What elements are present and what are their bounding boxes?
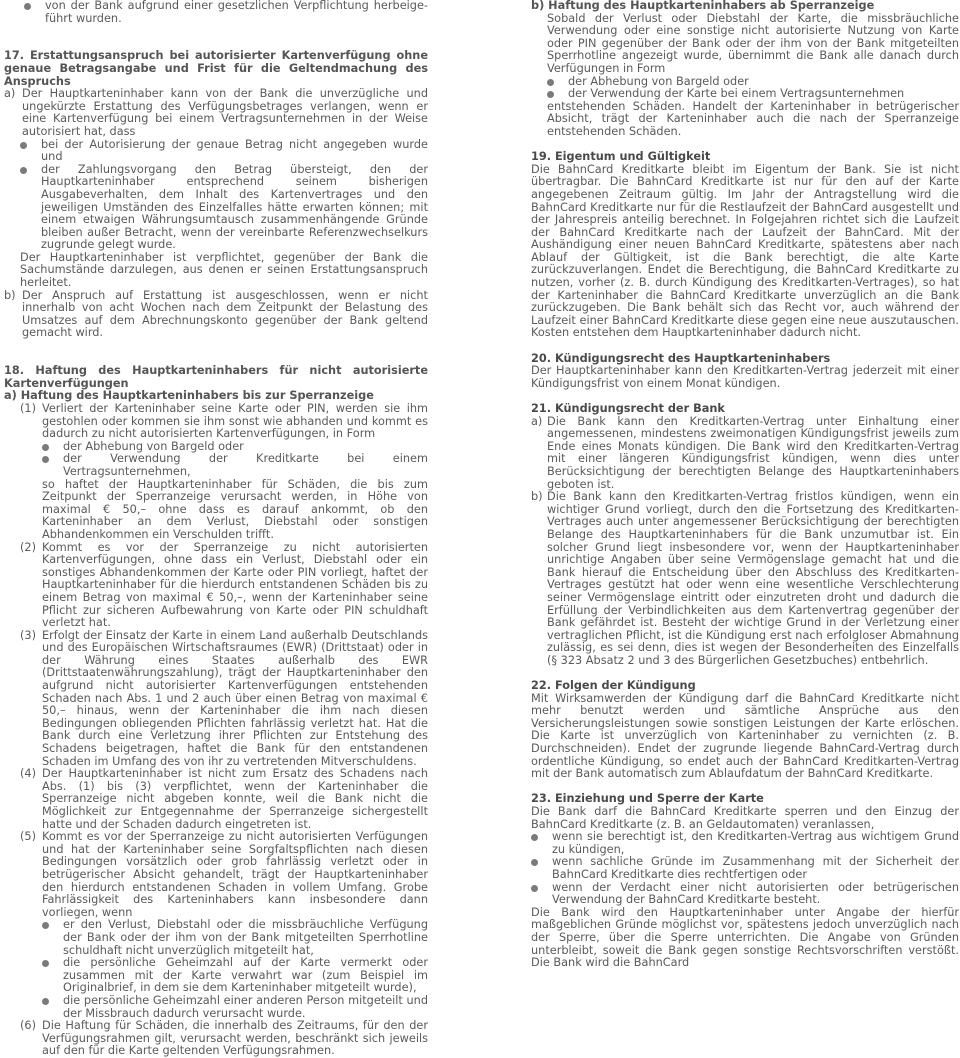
paragraph-text: Kommt es vor der Sperranzeige zu nicht autorisierten Kartenverfügungen, ohne dass ein Verlust, Diebstahl oder ein sonstiges Abhandenkommen der Karte oder PIN vorliegt, haftet der Hauptkarteninhaber für die hierdurch entstandenen Schäden bis zu einem Betrag von maximal € 50,–, wenn der Karteninhaber seine Pflicht zur sicheren Aufbewahrung von Karte oder PIN schuldhaft verletzt hat.: [42, 540, 428, 630]
paragraph-1: [20, 403, 428, 542]
section-19-text: Die BahnCard Kreditkarte bleibt im Eigentum der Bank. Sie ist nicht übertragbar. Die BahnCard Kreditkarte ist nur für den auf der Karte angegebenen Zeitraum gültig. Im Jahr der Antragstellung wird die BahnCard Kreditkarte nur für die Restlaufzeit der BahnCard ausgestellt und der Jahrespreis anteilig berechnet. In Folgejahren richtet sich die Laufzeit der BahnCard Kreditkarte nach der Laufzeit der BahnCard. Mit der Aushändigung einer neuen BahnCard Kreditkarte, spätestens aber nach Ablauf der Gültigkeit, ist die Bank berechtigt, die alte Karte zurückzuverlangen. Endet die Berechtigung, die BahnCard Kreditkarte zu nutzen, vorher (z. B. durch Kündigung des Kreditkarten-Vertrages), so hat der Karteninhaber die BahnCard Kreditkarte unverzüglich an die Bank zurückzugeben. Die Bank behält sich das Recht vor, auch während der Laufzeit einer BahnCard Kreditkarte diese gegen eine neue auszutauschen. Kosten entstehen dem Hauptkarteninhaber dadurch nicht.: [531, 162, 959, 340]
paragraph: Der Hauptkarteninhaber ist verpflichtet, gegenüber der Bank die Sachumstände darzulegen, aus denen er seinen Erstattungsanspruch herleitet.: [20, 250, 428, 290]
paragraph-3: [20, 630, 428, 769]
section-21-title: 21. Kündigungsrecht der Bank: [531, 402, 725, 415]
clause-text: Die Bank kann den Kreditkarten-Vertrag unter Einhaltung einer angemessenen, mindestens zweimonatigen Kündigungsfrist jeweils zum Ende eines Monats kündigen. Die Bank wird den Kreditkarten-Vertrag mit einer längeren Kündigungsfrist kündigen, wenn dies unter Berücksichtigung der berechtigten Belange des Hauptkarteninhabers geboten ist.: [547, 414, 959, 491]
section-18-a-title: a) Haftung des Hauptkarteninhabers bis zur Sperranzeige: [4, 389, 374, 403]
clause-text: Der Anspruch auf Erstattung ist ausgeschlossen, wenn er nicht innerhalb von acht Wochen nach dem Zeitpunkt der Belastung des Umsatzes auf dem Abrechnungskonto gegenüber der Bank geltend gemacht wird.: [22, 288, 428, 340]
clause-text: Die Bank kann den Kreditkarten-Vertrag fristlos kündigen, wenn ein wichtiger Grund vorliegt, durch den die Fortsetzung des Kreditkarten-Vertrages auch unter angemessener Berücksichtigung der berechtigten Belange des Hauptkarteninhabers für die Bank unzumutbar ist. Ein solcher Grund liegt insbesondere vor, wenn der Hauptkarteninhaber unrichtige Angaben über seine Vermögenslage gemacht hat und die Bank hierauf die Entscheidung über den Abschluss des Kreditkarten-Vertrages gestützt hat oder wenn eine wesentliche Verschlechterung seiner Vermögenslage eintritt oder einzutreten droht und dadurch die Erfüllung der Verbindlichkeiten aus dem Kartenvertrag gegenüber der Bank gefährdet ist. Besteht der wichtige Grund in der Verletzung einer vertraglichen Pflicht, ist die Kündigung erst nach erfolgloser Abmahnung zulässig, es sei denn, dies ist wegen der Besonderheiten des Einzelfalls (§ 323 Absatz 2 und 3 des Bürgerlichen Gesetzbuches) entbehrlich.: [547, 490, 959, 667]
clause-label: a): [531, 414, 543, 428]
clause-label: b): [531, 490, 543, 504]
bullet-text: der Verwendung der Kreditkarte bei einem Vertragsunternehmen,: [63, 452, 428, 478]
section-21-b: [531, 491, 959, 667]
list-item: [4, 0, 428, 25]
bullet-text: bei der Autorisierung der genaue Betrag nicht angegeben wurde und: [41, 137, 428, 164]
list-item: [531, 882, 959, 907]
list-item: [42, 919, 428, 957]
paragraph-5: [20, 831, 428, 1020]
clause-label: b): [4, 288, 16, 302]
clause-text: Der Hauptkarteninhaber kann von der Bank die unverzügliche und ungekürzte Erstattung des Verfügungsbetrages verlangen, wenn er eine Kartenverfügung bei einem Vertragsunternehmen in der Weise autorisiert hat, dass: [22, 87, 428, 138]
list-item: [547, 88, 959, 101]
list-item: [42, 995, 428, 1020]
section-17-title: 17. Erstattungsanspruch bei autorisierter Kartenverfügung ohne genaue Betragsangabe und Frist für die Geltendmachung des Anspruchs: [4, 49, 428, 88]
paragraph-text: Kommt es vor der Sperranzeige zu nicht autorisierten Verfügungen und hat der Karteninhaber seine Sorgfaltspflichten nach diesen Bedingungen vorsätzlich oder grob fahrlässig verletzt oder in betrügerischer Absicht gehandelt, trägt der Hauptkarteninhaber den hierdurch entstandenen Schaden in vollem Umfang. Grobe Fahrlässigkeit des Karteninhabers kann insbesondere dann vorliegen, wenn: [42, 830, 428, 919]
left-column: [4, 0, 428, 1058]
bullet-icon: [531, 834, 538, 841]
section-23-title: 23. Einziehung und Sperre der Karte: [531, 792, 764, 806]
paragraph-text: so haftet der Hauptkarteninhaber für Schäden, die bis zum Zeitpunkt der Sperranzeige verursacht werden, in Höhe von maximal € 50,– ohne dass es darauf ankommt, ob den Karteninhaber an dem Verlust, Diebstahl oder sonstigen Abhandenkommen ein Verschulden trifft.: [42, 477, 428, 541]
right-column: [531, 0, 959, 970]
paragraph-label: (5): [20, 830, 37, 844]
list-item: [20, 139, 428, 164]
section-23-text: Die Bank darf die BahnCard Kreditkarte sperren und den Einzug der BahnCard Kreditkarte (z. B. an Geldautomaten) veranlassen,: [531, 805, 959, 831]
section-22-text: Mit Wirksamwerden der Kündigung darf die BahnCard Kreditkarte nicht mehr benutzt werden und sämtliche Ansprüche aus den Versicherungsleistungen sowie sonstigen Leistungen der Karte erlöschen. Die Karte ist unverzüglich von Karteninhaber zu vernichten (z. B. Durchschneiden). Endet der zugrunde liegende BahnCard-Vertrag durch ordentliche Kündigung, so endet auch der BahnCard Kreditkarten-Vertrag mit der Bank automatisch zum Ablaufdatum der BahnCard Kreditkarte.: [531, 691, 959, 781]
bullet-icon: [531, 859, 538, 866]
bullet-icon: [42, 960, 49, 967]
bullet-icon: [547, 79, 554, 86]
section-21-a: [531, 416, 959, 492]
bullet-text: der Verwendung der Karte bei einem Vertragsunternehmen: [568, 87, 905, 101]
paragraph-text: entstehenden Schäden. Handelt der Karteninhaber in betrügerischer Absicht, trägt der Karteninhaber auch die nach der Sperranzeige entstehenden Schäden.: [547, 99, 959, 138]
section-17-a: [4, 88, 428, 138]
section-18-title: 18. Haftung des Hauptkarteninhabers für nicht autorisierte Kartenverfügungen: [4, 364, 428, 390]
paragraph-label: (4): [20, 767, 37, 781]
bullet-icon: [42, 922, 49, 929]
paragraph-text: Die Haftung für Schäden, die innerhalb des Zeitraums, für den der Verfügungsrahmen gilt, verursacht werden, beschränkt sich jeweils auf den für die Karte geltenden Verfügungsrahmen.: [42, 1019, 428, 1058]
bullet-text: wenn sie berechtigt ist, den Kreditkarten-Vertrag aus wichtigem Grund zu kündigen,: [552, 830, 959, 856]
bullet-icon: [24, 3, 31, 10]
paragraph-label: (3): [20, 628, 37, 642]
bullet-icon: [42, 444, 49, 451]
paragraph-text: Der Hauptkarteninhaber ist nicht zum Ersatz des Schadens nach Abs. (1) bis (3) verpflichtet, wenn der Karteninhaber die Sperranzeige nicht abgeben konnte, weil die Bank nicht die Möglichkeit zur Entgegennahme der Sperranzeige sichergestellt hatte und der Schaden dadurch eingetreten ist.: [42, 767, 428, 831]
section-23-after: Die Bank wird den Hauptkarteninhaber unter Angabe der hierfür maßgeblichen Gründe möglichst vor, spätestens jedoch unverzüglich nach der Sperre, über die Sperre unterrichten. Die Angabe von Gründen unterbleibt, soweit die Bank gegen sonstige Rechtsvorschriften verstößt. Die Bank wird die BahnCard: [531, 905, 959, 970]
bullet-icon: [547, 91, 554, 98]
bullet-text: wenn sachliche Gründe im Zusammenhang mit der Sicherheit der BahnCard Kreditkarte dies rechtfertigen oder: [552, 855, 959, 881]
list-item: [42, 453, 428, 478]
list-item: [531, 856, 959, 881]
section-17-b: [4, 290, 428, 340]
paragraph-2: [20, 542, 428, 630]
bullet-text: von der Bank aufgrund einer gesetzlichen Verpflichtung herbeige- führt wurden.: [45, 0, 428, 25]
list-item: [42, 957, 428, 995]
bullet-icon: [42, 456, 49, 463]
paragraph-text: Verliert der Karteninhaber seine Karte oder PIN, werden sie ihm gestohlen oder kommen sie ihm sonst wie abhanden und kommt es dadurch zu nicht autorisierten Kartenverfügungen, in Form: [42, 402, 428, 441]
bullet-text: die persönliche Geheimzahl einer anderen Person mitgeteilt und der Missbrauch dadurch verursacht wurde.: [63, 993, 428, 1020]
paragraph-4: [20, 768, 428, 831]
paragraph-text: Erfolgt der Einsatz der Karte in einem Land außerhalb Deutschlands und des Europäischen Wirtschaftsraumes (EWR) (Drittstaat) oder in der Währung eines Staates außerhalb des EWR (Drittstaatenwährungszahlung), trägt der Hauptkarteninhaber den aufgrund nicht autorisierter Kartenverfügungen entstehenden Schaden nach Abs. 1 und 2 auch über einen Betrag von maximal € 50,– hinaus, wenn der Karteninhaber die ihm nach diesen Bedingungen obliegenden Pflichten fahrlässig verletzt hat. Hat die Bank durch eine Verletzung ihrer Pflichten zur Entstehung des Schadens beigetragen, haftet die Bank für den entstandenen Schaden im Umfang des von ihr zu vertretenden Mitverschuldens.: [42, 628, 428, 768]
paragraph-label: (2): [20, 540, 37, 554]
bullet-text: der Zahlungsvorgang den Betrag übersteigt, den der Hauptkarteninhaber entsprechend seinem bisherigen Ausgabeverhalten, dem Inhalt des Kartenvertrages und den jeweiligen Umständen des Einzelfalles hätte erwarten können; mit einem etwaigen Währungsumtausch zusammenhängende Gründe bleiben außer Betracht, wenn der vereinbarte Referenzwechselkurs zugrunde gelegt wurde.: [41, 162, 428, 252]
bullet-icon: [20, 142, 27, 149]
bullet-text: die persönliche Geheimzahl auf der Karte vermerkt oder zusammen mit der Karte verwahrt war (zum Beispiel im Originalbrief, in dem sie dem Karteninhaber mitgeteilt wurde),: [63, 956, 428, 995]
paragraph-text: Sobald der Verlust oder Diebstahl der Karte, die missbräuchliche Verwendung oder eine sonstige nicht autorisierte Nutzung von Karte oder PIN gegenüber der Bank oder der ihm von der Bank mitgeteilten Sperrhotline angezeigt wurde, übernimmt die Bank alle danach durch Verfügungen in Form: [547, 11, 959, 75]
paragraph-label: (1): [20, 402, 37, 415]
section-20-text: Der Hauptkarteninhaber kann den Kreditkarten-Vertrag jederzeit mit einer Kündigungsfrist von einem Monat kündigen.: [531, 364, 959, 390]
list-item: [531, 831, 959, 856]
clause-label: a): [4, 87, 16, 101]
bullet-icon: [42, 998, 49, 1005]
bullet-text: der Abhebung von Bargeld oder: [63, 439, 244, 453]
bullet-text: er den Verlust, Diebstahl oder die missbräuchliche Verfügung der Bank oder der ihm von der Bank mitgeteilten Sperrhotline schuldhaft nicht unverzüglich mitgeteilt hat,: [63, 918, 428, 957]
section-19-title: 19. Eigentum und Gültigkeit: [531, 150, 711, 164]
section-18-b-title: b) Haftung des Hauptkarteninhabers ab Sperranzeige: [531, 0, 875, 12]
section-22-title: 22. Folgen der Kündigung: [531, 679, 696, 693]
bullet-text: wenn der Verdacht einer nicht autorisierten oder betrügerischen Verwendung der BahnCard Kreditkarte besteht.: [552, 880, 959, 907]
bullet-icon: [531, 885, 538, 892]
paragraph-label: (6): [20, 1019, 37, 1033]
section-20-title: 20. Kündigungsrecht des Hauptkarteninhabers: [531, 351, 831, 365]
list-item: [20, 164, 428, 252]
bullet-icon: [20, 167, 27, 174]
paragraph-6: [20, 1020, 428, 1058]
bullet-text: der Abhebung von Bargeld oder: [568, 74, 749, 88]
